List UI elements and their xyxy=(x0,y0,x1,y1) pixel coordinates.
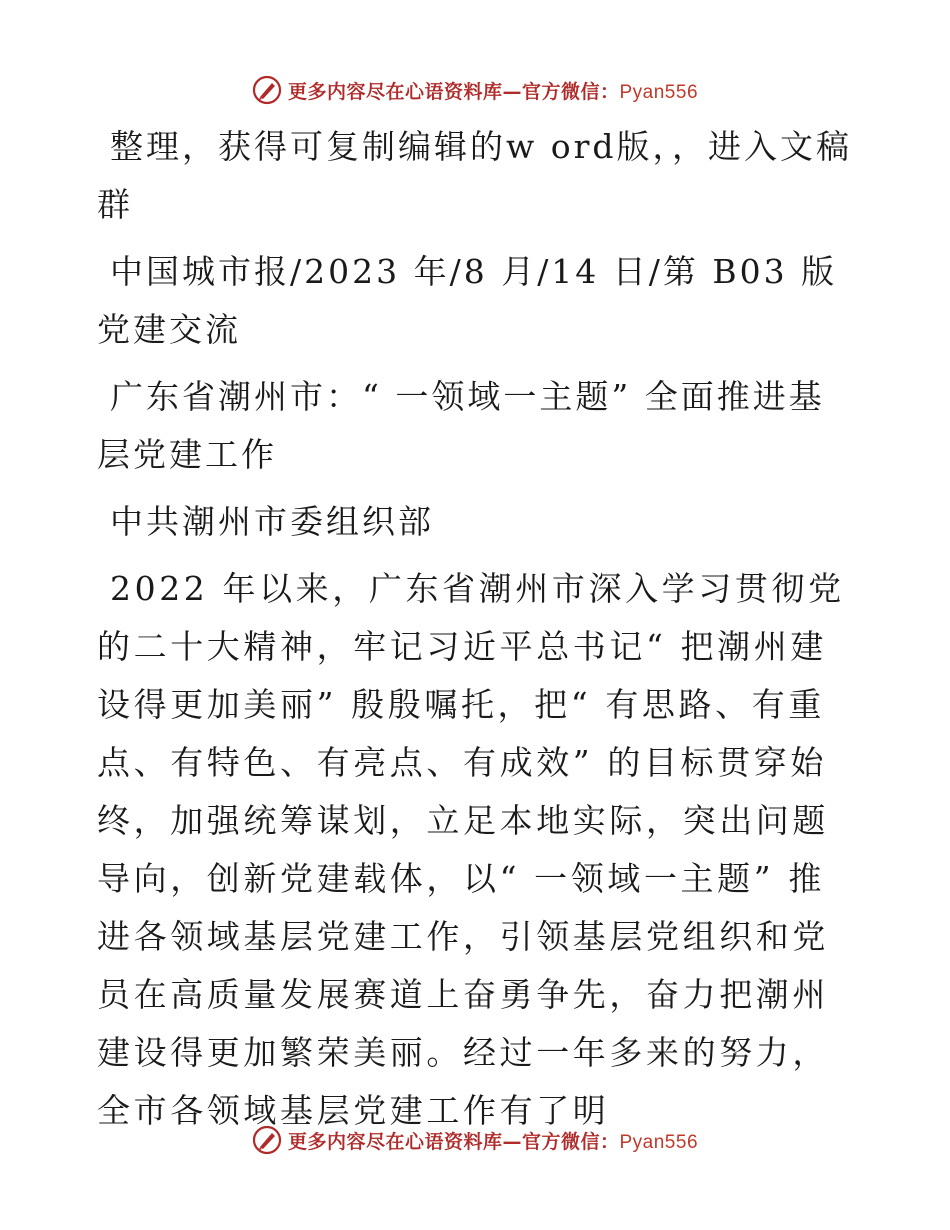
paragraph-author: 中共潮州市委组织部 xyxy=(110,502,434,541)
watermark-contact: 官方微信： xyxy=(521,80,620,103)
watermark-text xyxy=(288,77,698,104)
pen-logo-icon xyxy=(252,1125,282,1155)
paragraph-headline: 广东省潮州市：“ 一领域一主题” 全面推进基层党建工作 xyxy=(97,377,825,474)
watermark-contact: 官方微信： xyxy=(521,1130,620,1153)
watermark-wechat-id: Pyan556 xyxy=(619,81,699,103)
document-body xyxy=(97,118,857,1149)
watermark-text xyxy=(288,1127,698,1154)
paragraph-body: 2022 年以来，广东省潮州市深入学习贯彻党的二十大精神，牢记习近平总书记“ 把潮州建设得更加美丽” 殷殷嘱托，把“ 有思路、有重点、有特色、有亮点、有成效” 的目标贯穿始终，加强统筹谋划，立足本地实际，突出问题导向，创新党建载体，以“ 一领域一主题” 推进各领域基层党建工作，引领基层党组织和党员在高质量发展赛道上奋勇争先，奋力把潮州建设得更加繁荣美丽。经过一年多来的努力，全市各领域基层党建工作有了明 xyxy=(97,569,845,1130)
watermark-separator: — xyxy=(502,80,522,103)
paragraph-source: 中国城市报/2023 年/8 月/14 日/第 B03 版党建交流 xyxy=(97,252,838,349)
watermark-title: 更多内容尽在心语资料库 xyxy=(287,1130,503,1153)
watermark-separator: — xyxy=(502,1130,522,1153)
watermark-banner-top xyxy=(0,70,950,110)
watermark-wechat-id: Pyan556 xyxy=(619,1131,699,1153)
watermark-title: 更多内容尽在心语资料库 xyxy=(287,80,503,103)
pen-logo-icon xyxy=(252,75,282,105)
paragraph-notice: 整理，获得可复制编辑的w ord版，，进入文稿群 xyxy=(97,127,853,224)
watermark-banner-bottom xyxy=(0,1120,950,1160)
